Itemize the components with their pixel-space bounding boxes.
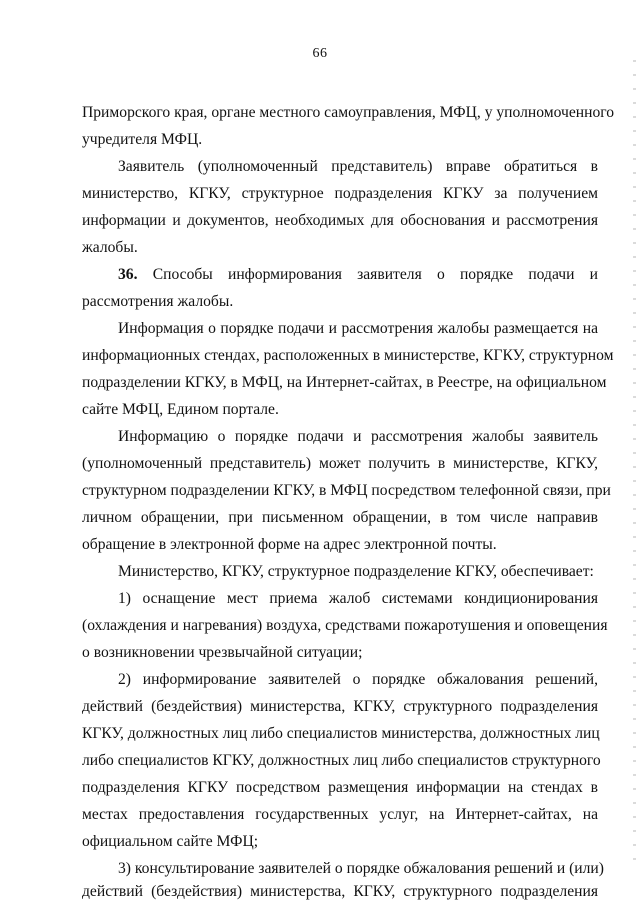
text-line: Приморского края, органе местного самоуправления, МФЦ, у уполномоченного xyxy=(82,104,615,121)
text-line: информации и документов, необходимых для обоснования и рассмотрения xyxy=(82,212,598,229)
text-line: учредителя МФЦ. xyxy=(82,131,203,148)
text-line: рассмотрения жалобы. xyxy=(82,293,234,310)
text-line: жалобы. xyxy=(82,239,138,256)
text-line: официальном сайте МФЦ; xyxy=(82,833,259,850)
list-item-line: 3) консультирование заявителей о порядке обжалования решений и (или) xyxy=(118,860,604,877)
text-line: личном обращении, при письменном обращении, в том числе направив xyxy=(82,509,598,526)
text-line: КГКУ, должностных лиц либо специалистов министерства, должностных лиц xyxy=(82,725,600,742)
text-line: информационных стендах, расположенных в министерстве, КГКУ, структурном xyxy=(82,347,614,364)
text-line: подразделении КГКУ, в МФЦ, на Интернет-сайтах, в Реестре, на официальном xyxy=(82,374,607,391)
text-line: обращение в электронной форме на адрес электронной почты. xyxy=(82,536,497,553)
page-number: 66 xyxy=(312,46,328,61)
paragraph-line: Заявитель (уполномоченный представитель) вправе обратиться в xyxy=(118,158,598,175)
text-line: действий (бездействия) министерства, КГКУ, структурного подразделения xyxy=(82,698,598,715)
section-heading-text: Способы информирования заявителя о порядке подачи и xyxy=(152,266,598,283)
text-line: (охлаждения и нагревания) воздуха, средствами пожаротушения и оповещения xyxy=(82,617,608,634)
section-number: 36. xyxy=(118,266,138,283)
text-line: либо специалистов КГКУ, должностных лиц либо специалистов структурного xyxy=(82,752,601,769)
text-line: о возникновении чрезвычайной ситуации; xyxy=(82,644,363,661)
scan-edge-marks xyxy=(633,60,636,860)
text-line: местах предоставления государственных услуг, на Интернет-сайтах, на xyxy=(82,806,598,823)
paragraph-line: Информация о порядке подачи и рассмотрения жалобы размещается на xyxy=(118,320,598,337)
text-line: (уполномоченный представитель) может получить в министерстве, КГКУ, xyxy=(82,455,598,472)
section-heading-line xyxy=(118,265,598,285)
paragraph-line: Министерство, КГКУ, структурное подразделение КГКУ, обеспечивает: xyxy=(118,563,594,580)
list-item-line: 2) информирование заявителей о порядке обжалования решений, xyxy=(118,671,598,688)
paragraph-line: Информацию о порядке подачи и рассмотрения жалобы заявитель xyxy=(118,428,598,445)
list-item-line: 1) оснащение мест приема жалоб системами кондиционирования xyxy=(118,590,598,607)
text-line: министерство, КГКУ, структурное подразделения КГКУ за получением xyxy=(82,185,598,202)
text-line: действий (бездействия) министерства, КГКУ, структурного подразделения xyxy=(82,883,598,900)
text-line: подразделения КГКУ посредством размещения информации на стендах в xyxy=(82,779,598,796)
text-line: структурном подразделении КГКУ, в МФЦ посредством телефонной связи, при xyxy=(82,482,611,499)
text-line: сайте МФЦ, Едином портале. xyxy=(82,401,279,418)
